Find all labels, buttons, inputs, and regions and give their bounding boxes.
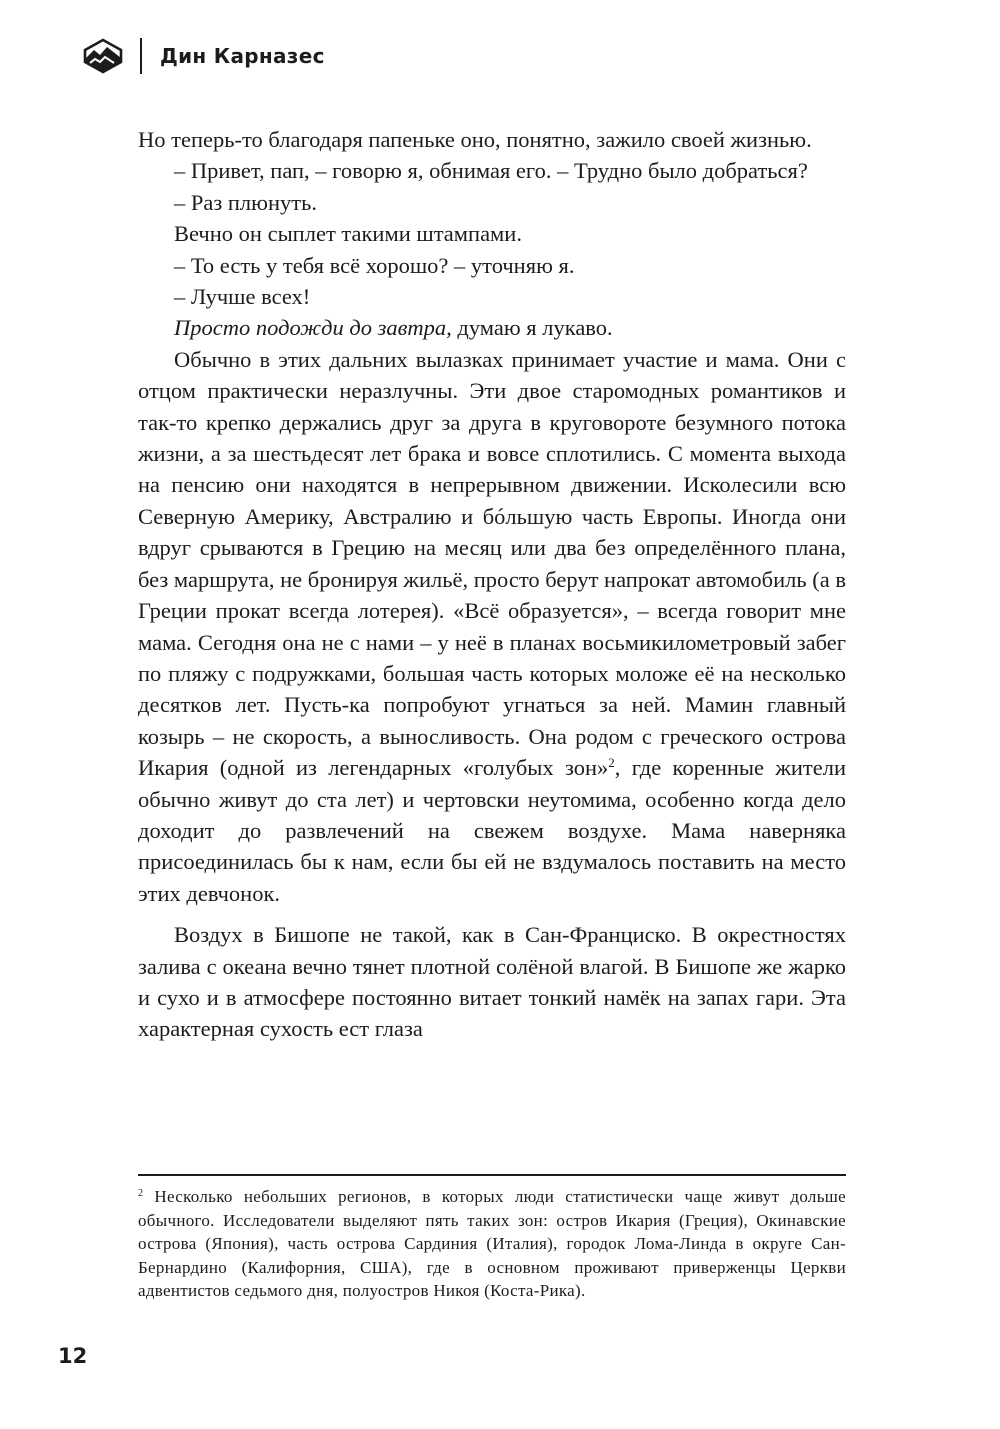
paragraph: – Лучше всех!	[174, 284, 311, 310]
paragraph: – Раз плюнуть.	[174, 189, 317, 215]
footnote-text: Несколько небольших регионов, в которых люди статистически чаще живут дольше обычного. Исследователи выделяют пять таких зон: остров Икария (Греция), Окинавские острова (Япония), часть острова Сардиния (Италия), городок Лома-Линда в округе Сан-Бернардино (Калифорния, США), где в основном проживают приверженцы Церкви адвентистов седьмого дня, полуостров Никоя (Коста-Рика).	[138, 1187, 846, 1300]
main-text	[138, 124, 846, 1045]
footnote-reference[interactable]: 2	[608, 755, 615, 771]
mountain-logo-icon	[82, 38, 124, 74]
paragraph: Но теперь-то благодаря папеньке оно, понятно, зажило своей жизнью.	[138, 127, 812, 152]
paragraph-text: Обычно в этих дальних вылазках принимает участие и мама. Они с отцом практически неразлучны. Эти двое старомодных романтиков и так-то крепко держались друг за друга в круговороте безумного потока жизни, а за шестьдесят лет брака и вовсе сплотились. С момента выхода на пенсию они находятся в непрерывном движении. Исколесили всю Северную Америку, Австралию и бóльшую часть Европы. Иногда они вдруг срываются в Грецию на месяц или два без определённого плана, без маршрута, не бронируя жильё, просто берут напрокат автомобиль (а в Греции прокат всегда лотерея). «Всё образуется», – всегда говорит мне мама. Сегодня она не с нами – у неё в планах восьмикилометровый забег по пляжу с подружками, большая часть которых моложе её на несколько десятков лет. Пусть-ка попробуют угнаться за ней. Мамин главный козырь – не скорость, а выносливость. Она родом с греческого острова Икария (одной из легендарных «голубых зон»	[138, 346, 846, 781]
paragraph: Вечно он сыплет такими штампами.	[174, 221, 522, 247]
header-divider	[140, 38, 142, 74]
paragraph-text: , где коренные жители обычно живут до ста лет) и чертовски неутомима, особенно когда дело доходит до развлечений на свежем воздухе. Мама наверняка присоединилась бы к нам, если бы ей не вздумалось поставить на место этих девчонок.	[138, 755, 847, 906]
footnote	[138, 1185, 846, 1303]
paragraph-text: думаю я лукаво.	[451, 315, 613, 341]
author-name: Дин Карназес	[160, 44, 325, 68]
running-header	[82, 36, 325, 76]
paragraph	[138, 344, 846, 909]
paragraph: Воздух в Бишопе не такой, как в Сан-Франциско. В окрестностях залива с океана вечно тянет плотной солёной влагой. В Бишопе же жарко и сухо и в атмосфере постоянно витает тонкий намёк на запах гари. Эта характерная сухость ест глаза	[138, 922, 846, 1042]
footnote-divider	[138, 1174, 846, 1176]
italic-thought: Просто подожди до завтра,	[174, 315, 452, 341]
page-number: 12	[58, 1344, 88, 1368]
paragraph	[138, 312, 846, 343]
footnote-marker: 2	[138, 1188, 144, 1199]
paragraph: – Привет, пап, – говорю я, обнимая его. – Трудно было добраться?	[174, 158, 808, 184]
paragraph: – То есть у тебя всё хорошо? – уточняю я.	[174, 252, 575, 278]
